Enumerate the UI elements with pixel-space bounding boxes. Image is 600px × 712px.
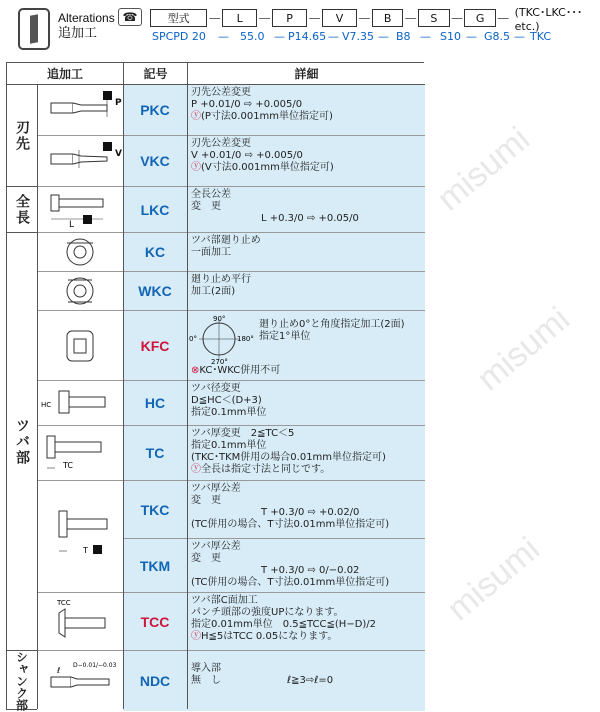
detail-note: ⊗KC･WKC併用不可 [191,365,281,376]
header-detail: 詳細 [187,63,425,85]
example-dash: — [420,30,431,43]
angle-diagram [189,313,259,365]
detail-line: (TC併用の場合、T寸法0.01mm単位指定可) [191,519,390,530]
detail-line: (V寸法0.001mm単位指定可) [201,162,334,173]
watermark: misumi [430,119,537,219]
detail-line: P +0.01/0 ⇨ +0.005/0 [191,99,303,110]
example-v: V7.35 [342,30,375,43]
detail-line: 加工(2面) [191,286,236,297]
detail-line: (P寸法0.001mm単位指定可) [201,111,333,122]
example-dash: — [514,30,525,43]
detail-note: ⓨ全長は指定寸法と同じです。 [191,464,331,475]
detail-line: ツバ部廻り止め [191,235,261,246]
diagram-pkc [37,85,123,136]
code-box-s: S [418,9,450,27]
category-flange: ツバ部 [7,233,37,651]
angle-90: 90° [213,315,226,323]
detail-ndc [187,651,425,711]
code-tkm: TKM [123,539,187,593]
detail-line: ツバ厚公差 [191,483,241,494]
example-dash: — [218,30,229,43]
detail-line: (TC併用の場合、T寸法0.01mm単位指定可) [191,577,390,588]
detail-wkc [187,272,425,311]
detail-line: T +0.3/0 ⇨ +0.02/0 [261,507,360,518]
diagram-ndc [37,651,123,711]
code-format: 型式 — L — P — V — B — S — G — (TKC･LKC･･･etc.) [150,8,600,28]
diagram-vkc [37,136,123,187]
label-l: L [69,220,75,230]
detail-line: 変 更 [191,495,221,506]
diagram-wkc [37,272,123,311]
detail-tcc [187,593,425,651]
section-title [58,10,115,42]
example-tkc: TKC [530,30,552,43]
detail-line: 廻り止め平行 [191,274,251,285]
detail-lkc [187,187,425,233]
label-l-small: ℓ [57,666,61,675]
category-shank: シャンク部 [14,651,29,711]
detail-line: 刃先公差変更 [191,138,251,149]
code-etc: (TKC･LKC･･･etc.) [514,5,583,33]
detail-line: V +0.01/0 ⇨ +0.005/0 [191,150,303,161]
code-box-l: L [222,9,257,27]
example-dash: — [328,30,339,43]
detail-line: 無 し [191,675,221,686]
detail-line: 変 更 [191,553,221,564]
angle-0: 0° [189,335,197,343]
label-t: T [83,546,88,555]
example-type: SPCPD 20 [152,30,206,43]
label-hc: HC [41,401,52,409]
label-d-tol: D−0.01/−0.03 [73,662,117,669]
detail-line: 全長は指定寸法と同じです。 [201,464,331,475]
label-p: P [115,98,122,108]
detail-note: ⓨ(P寸法0.001mm単位指定可) [191,111,333,122]
detail-line: パンチ頭部の強度UPになります。 [191,607,344,618]
header-code: 記号 [123,63,187,85]
title-ja: 追加工 [58,26,98,41]
diagram-lkc [37,187,123,233]
detail-line: D≦HC＜(D+3) [191,395,262,406]
code-box-type: 型式 [150,9,207,27]
detail-kc [187,233,425,272]
detail-line: L +0.3/0 ⇨ +0.05/0 [261,213,359,224]
detail-tkm [187,539,425,593]
watermark: misumi [440,529,547,629]
detail-kfc [187,311,425,381]
detail-line: 全長公差 [191,189,231,200]
label-tc: TC [63,461,74,470]
detail-line: 指定0.1mm単位 [191,407,267,418]
detail-tkc [187,481,425,539]
diagram-kc [37,233,123,272]
detail-line: ℓ≧3⇨ℓ=0 [287,675,334,686]
detail-line: KC･WKC併用不可 [199,365,281,376]
detail-line: 刃先公差変更 [191,87,251,98]
code-hc: HC [123,381,187,426]
watermark: misumi [470,299,577,399]
detail-line: 指定1°単位 [259,331,311,342]
detail-line: 廻り止め0°と角度指定加工(2面) [259,319,405,330]
detail-note: ⓨH≦5はTCC 0.05になります。 [191,631,338,642]
code-box-b: B [372,9,404,27]
detail-hc [187,381,425,426]
drill-icon [18,8,50,50]
example-dash: — [378,30,389,43]
detail-line: (TKC･TKM併用の場合0.01mm単位指定可) [191,452,386,463]
detail-line: ツバ径変更 [191,383,241,394]
code-pkc: PKC [123,85,187,136]
code-ndc: NDC [123,651,187,711]
angle-270: 270° [211,358,228,365]
code-kc: KC [123,233,187,272]
code-tkc: TKC [123,481,187,539]
angle-180: 180° [237,335,254,343]
detail-pkc [187,85,425,136]
code-tc: TC [123,426,187,481]
diagram-hc [37,381,123,426]
diagram-tcc [37,593,123,651]
code-box-p: P [272,9,307,27]
code-lkc: LKC [123,187,187,233]
detail-line: 導入部 [191,663,221,674]
title-en: Alterations [58,11,115,25]
example-g: G8.5 [484,30,511,43]
example-l: 55.0 [240,30,265,43]
example-b: B8 [396,30,411,43]
code-box-g: G [464,9,496,27]
detail-line: ツバ部C面加工 [191,595,258,606]
detail-line: H≦5はTCC 0.05になります。 [201,631,338,642]
detail-note: ⓨ(V寸法0.001mm単位指定可) [191,162,334,173]
diagram-kfc [37,311,123,381]
label-v: V [115,149,122,159]
example-dash: — [274,30,285,43]
diagram-tc [37,426,123,481]
alterations-table [6,62,424,710]
example-dash: — [466,30,477,43]
detail-line: ツバ厚公差 [191,541,241,552]
detail-line: 指定0.1mm単位 [191,440,267,451]
detail-line: ツバ厚変更 2≦TC＜5 [191,428,295,439]
diagram-tkc [37,481,123,593]
label-tcc: TCC [57,599,71,607]
code-vkc: VKC [123,136,187,187]
code-tcc: TCC [123,593,187,651]
example-s: S10 [440,30,461,43]
phone-icon: ☎ [118,8,142,26]
detail-line: 指定0.01mm単位 0.5≦TCC≦(H−D)/2 [191,619,377,630]
detail-vkc [187,136,425,187]
code-box-v: V [322,9,357,27]
detail-line: T +0.3/0 ⇨ 0/−0.02 [261,565,360,576]
code-kfc: KFC [123,311,187,381]
category-cutting-edge: 刃先 [7,85,37,187]
detail-line: 一面加工 [191,247,231,258]
detail-tc [187,426,425,481]
example-p: P14.65 [288,30,327,43]
code-wkc: WKC [123,272,187,311]
category-overall-length: 全長 [7,187,37,233]
header-alteration: 追加工 [7,63,123,85]
detail-line: 変 更 [191,201,221,212]
